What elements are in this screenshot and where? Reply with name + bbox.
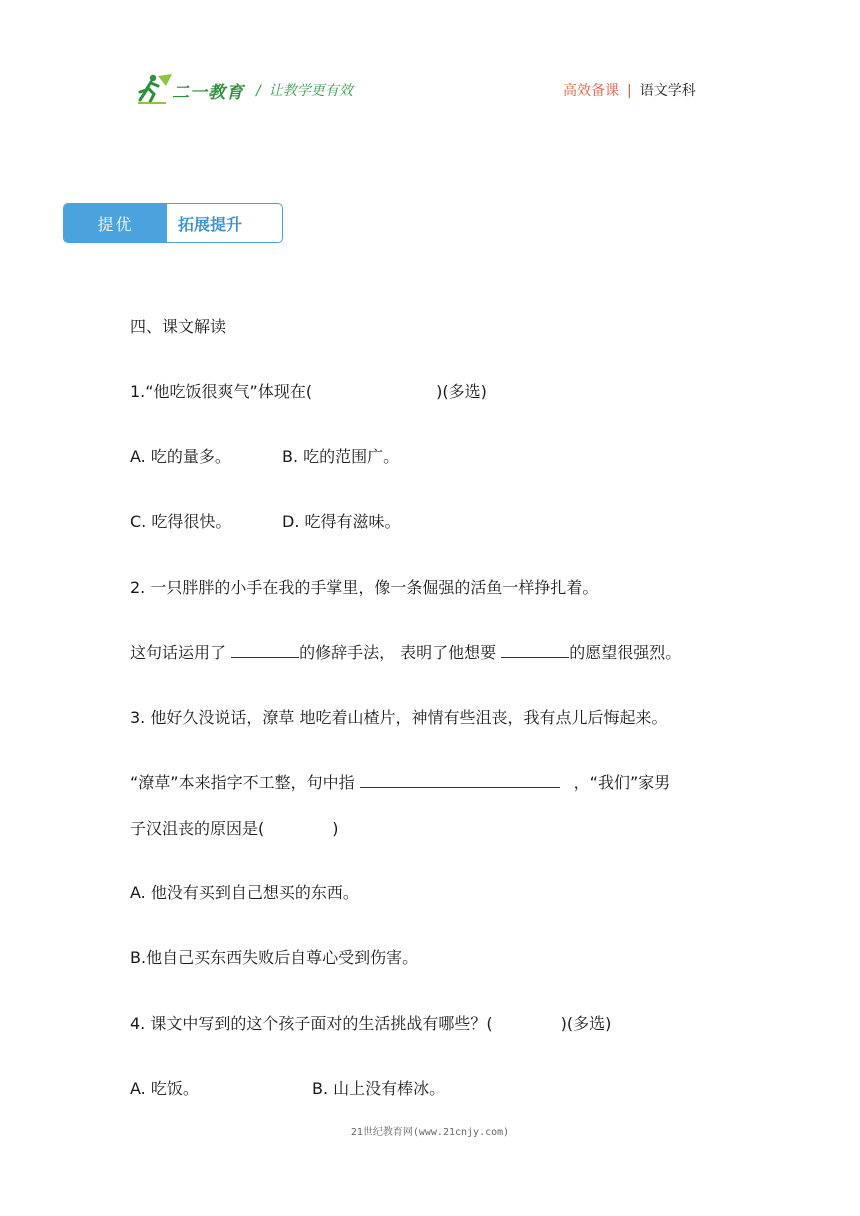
logo-text: 二一教育 (172, 83, 244, 103)
question-3: 3. 他好久没说话，潦草 地吃着山楂片，神情有些沮丧，我有点儿后悔起来。 (130, 708, 668, 727)
question-3-cont-suffix: ) (332, 819, 339, 838)
fill-blank (360, 787, 560, 788)
runner-logo-icon (136, 72, 176, 106)
subject-label: 语文学科 (639, 83, 696, 99)
fill-text: 的修辞手法， 表明了他想要 (299, 643, 502, 662)
slogan (256, 80, 353, 100)
section-tag-left: 提优 (64, 204, 167, 242)
logo (136, 72, 246, 106)
question-3-fill (130, 770, 670, 793)
prep-label: 高效备课 (563, 83, 619, 99)
section-tag (63, 203, 283, 243)
option-b: B. 吃的范围广。 (282, 447, 400, 466)
q3-option-b: B.他自己买东西失败后自尊心受到伤害。 (130, 948, 419, 967)
fill-text: “潦草”本来指字不工整，句中指 (130, 773, 360, 792)
slogan-slash: / (256, 83, 261, 99)
fill-text: 这句话运用了 (130, 643, 232, 662)
header-separator: | (627, 83, 632, 99)
question-2: 2. 一只胖胖的小手在我的手掌里，像一条倔强的活鱼一样挣扎着。 (130, 578, 599, 597)
question-3-cont-text: 子汉沮丧的原因是( (130, 819, 265, 838)
option-a: A. 吃的量多。 (130, 447, 231, 466)
fill-blank (501, 657, 569, 658)
question-1 (130, 379, 487, 402)
q3-option-a: A. 他没有买到自己想买的东西。 (130, 883, 359, 902)
page-footer: 21世纪教育网(www.21cnjy.com) (350, 1127, 510, 1138)
fill-text: ，“我们”家男 (573, 773, 671, 792)
question-4-suffix: )(多选) (560, 1014, 612, 1033)
section-heading: 四、课文解读 (130, 317, 227, 336)
page-header (0, 0, 860, 120)
option-d: D. 吃得有滋味。 (282, 512, 401, 531)
question-4 (130, 1011, 611, 1034)
option-c: C. 吃得很快。 (130, 512, 232, 531)
slogan-text: 让教学更有效 (268, 83, 353, 99)
question-1-suffix: )(多选) (436, 382, 487, 401)
question-2-fill (130, 640, 681, 663)
question-1-text: 1.“他吃饭很爽气”体现在( (130, 382, 313, 401)
section-tag-right: 拓展提升 (178, 214, 243, 234)
q4-option-b: B. 山上没有棒冰。 (312, 1079, 446, 1098)
question-3-continued (130, 816, 339, 839)
q4-option-a: A. 吃饭。 (130, 1079, 199, 1098)
question-4-text: 4. 课文中写到的这个孩子面对的生活挑战有哪些？( (130, 1014, 493, 1033)
fill-text: 的愿望很强烈。 (569, 643, 682, 662)
header-right (563, 80, 696, 100)
fill-blank (231, 657, 299, 658)
